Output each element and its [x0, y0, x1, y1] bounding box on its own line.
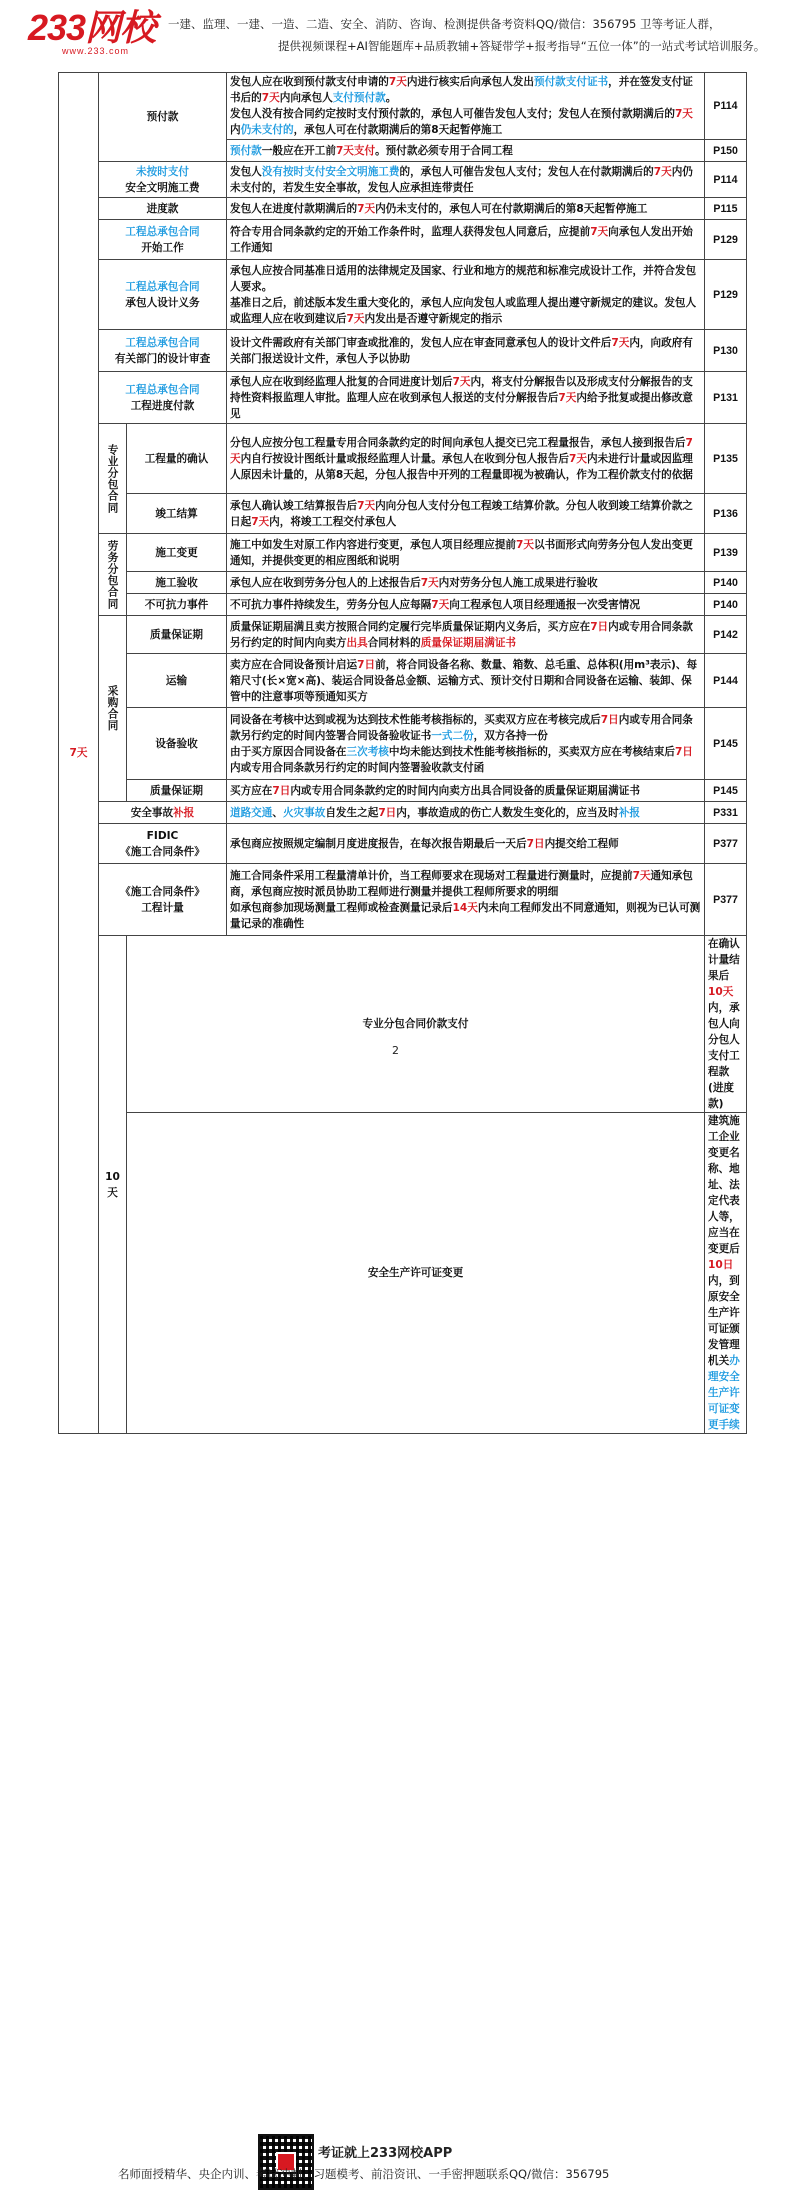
rule-pur-transport: 卖方应在合同设备预计启运7日前，将合同设备名称、数量、箱数、总毛重、总体积(用m³表示)、每箱尺寸(长×宽×高)、装运合同设备总金额、运输方式、预计交付日期和合同设备在运输、装卸、保管中的注意事项等预通知买方 [227, 654, 705, 708]
page-ref: P129 [705, 220, 747, 260]
item-labor-force: 不可抗力事件 [127, 594, 227, 616]
item-labor-accept: 施工验收 [127, 572, 227, 594]
page-ref: P131 [705, 372, 747, 424]
category-labor: 劳务分包合同 [99, 534, 127, 616]
item-subpay: 专业分包合同价款支付 [127, 936, 705, 1113]
rule-safety-fee: 发包人没有按时支付安全文明施工费的，承包人可催告发包人支付；发包人在付款期满后的7天内仍未支付的，若发生安全事故，发包人应承担连带责任 [227, 162, 705, 198]
brand-logo [28, 8, 178, 56]
page-ref: P150 [705, 140, 747, 162]
header-line-1: 一建、监理、一建、一造、二造、安全、消防、咨询、检测提供备考资料QQ/微信：356795 卫等考证人群， [168, 17, 721, 31]
logo-url: www.233.com [62, 46, 130, 56]
page-ref: P130 [705, 330, 747, 372]
rule-pur-inspect: 同设备在考核中达到或视为达到技术性能考核指标的，买卖双方应在考核完成后7日内或专用合同条款另行约定的时间内签署合同设备验收证书一式二份，双方各持一份 由于买方原因合同设备在三次考核中均未能达到技术性能考核指标的，买卖双方应在考核结束后7日内或专用合同条款另行约定的时间内签署验收款支付函 [227, 708, 705, 780]
page-ref: P136 [705, 494, 747, 534]
header-line-2: 提供视频课程+AI智能题库+品质教辅+答疑带学+报考指导“五位一体”的一站式考试培训服务。 [278, 39, 766, 53]
rule-labor-accept: 承包人应在收到劳务分包人的上述报告后7天内对劳务分包人施工成果进行验收 [227, 572, 705, 594]
page-ref: P331 [705, 802, 747, 824]
footer-app-text: 考证就上233网校APP [318, 2146, 453, 2161]
rule-sub-confirm: 分包人应按分包工程量专用合同条款约定的时间向承包人提交已完工程量报告，承包人接到报告后7天内自行按设计图纸计量或报经监理人计量。承包人在收到分包人报告后7天内未进行计量或因监理人原因未计量的，从第8天起，分包人报告中开列的工程量即视为被确认，作为工程价款支付的依据 [227, 424, 705, 494]
rule-pur-warranty-2: 买方应在7日内或专用合同条款约定的时间内向卖方出具合同设备的质量保证期届满证书 [227, 780, 705, 802]
deadline-table [58, 72, 747, 1434]
rule-measure: 施工合同条件采用工程量清单计价，当工程师要求在现场对工程量进行测量时，应提前7天通知承包商，承包商应按时派员协助工程师进行测量并提供工程师所要求的明细 如承包商参加现场测量工程师或检查测量记录后14天内未向工程师发出不同意通知，则视为已认可测量记录的准确性 [227, 864, 705, 936]
item-accident: 安全事故补报 [99, 802, 227, 824]
logo-text: 233网校 [28, 7, 156, 48]
rule-epc-review: 设计文件需政府有关部门审查或批准的，发包人应在审查同意承包人的设计文件后7天内，向政府有关部门报送设计文件，承包人予以协助 [227, 330, 705, 372]
rule-pur-warranty-1: 质量保证期届满且卖方按照合同约定履行完毕质量保证期内义务后，买方应在7日内或专用合同条款另行约定的时间内向卖方出具合同材料的质量保证期届满证书 [227, 616, 705, 654]
item-fidic: FIDIC 《施工合同条件》 [99, 824, 227, 864]
item-labor-change: 施工变更 [127, 534, 227, 572]
rule-epc-start: 符合专用合同条款约定的开始工作条件时，监理人获得发包人同意后，应提前7天向承包人发出开始工作通知 [227, 220, 705, 260]
rule-labor-force: 不可抗力事件持续发生，劳务分包人应每隔7天向工程承包人项目经理通报一次受害情况 [227, 594, 705, 616]
day-7-cell [59, 73, 99, 1434]
page-ref: P377 [705, 864, 747, 936]
rule-epc-pay: 承包人应在收到经监理人批复的合同进度计划后7天内，将支付分解报告以及形成支付分解报告的支持性资料报监理人审批。监理人应在收到承包人报送的支付分解报告后7天内给予批复或提出修改意见 [227, 372, 705, 424]
item-epc-review: 工程总承包合同 有关部门的设计审查 [99, 330, 227, 372]
page-ref: P114 [705, 73, 747, 140]
rule-accident: 道路交通、火灾事故自发生之起7日内，事故造成的伤亡人数发生变化的，应当及时补报 [227, 802, 705, 824]
day-10-label: 10天 [105, 1170, 120, 1199]
item-progress: 进度款 [99, 198, 227, 220]
page-ref: P129 [705, 260, 747, 330]
item-pur-transport: 运输 [127, 654, 227, 708]
item-epc-pay: 工程总承包合同 工程进度付款 [99, 372, 227, 424]
rule-prepay-1: 发包人应在收到预付款支付申请的7天内进行核实后向承包人发出预付款支付证书，并在签发支付证书后的7天内向承包人支付预付款。 发包人没有按合同约定按时支付预付款的，承包人可催告发包人支付；发包人在预付款期满后的7天内仍未支付的，承包人可在付款期满后的第8天起暂停施工 [227, 73, 705, 140]
page-ref: P114 [705, 162, 747, 198]
page-ref: P142 [705, 616, 747, 654]
item-pur-inspect: 设备验收 [127, 708, 227, 780]
page-ref: P115 [705, 198, 747, 220]
page-ref: P139 [705, 534, 747, 572]
rule-labor-change: 施工中如发生对原工作内容进行变更，承包人项目经理应提前7天以书面形式向劳务分包人发出变更通知，并提供变更的相应图纸和说明 [227, 534, 705, 572]
category-purchase: 采购合同 [99, 616, 127, 802]
page-ref: P140 [705, 572, 747, 594]
footer-contact-text: 名师面授精华、央企内训、考试冲刺、习题模考、前沿资讯、一手密押题联系QQ/微信：356795 [118, 2167, 610, 2181]
item-measure: 《施工合同条件》 工程计量 [99, 864, 227, 936]
rule-license: 建筑施工企业变更名称、地址、法定代表人等，应当在变更后10日内，到原安全生产许可证颁发管理机关办理安全生产许可证变更手续 [705, 1113, 747, 1434]
item-sub-settle: 竣工结算 [127, 494, 227, 534]
rule-subpay: 在确认计量结果后10天内，承包人向分包人支付工程款(进度款) [705, 936, 747, 1113]
item-pur-warranty-1: 质量保证期 [127, 616, 227, 654]
rule-sub-settle: 承包人确认竣工结算报告后7天内向分包人支付分包工程竣工结算价款。分包人收到竣工结算价款之日起7天内，将竣工工程交付承包人 [227, 494, 705, 534]
page-ref: P140 [705, 594, 747, 616]
item-pur-warranty-2: 质量保证期 [127, 780, 227, 802]
page-ref: P377 [705, 824, 747, 864]
page-ref: P145 [705, 780, 747, 802]
page-ref: P145 [705, 708, 747, 780]
item-license: 安全生产许可证变更 [127, 1113, 705, 1434]
item-epc-start: 工程总承包合同 开始工作 [99, 220, 227, 260]
item-epc-design: 工程总承包合同 承包人设计义务 [99, 260, 227, 330]
rule-epc-design: 承包人应按合同基准日适用的法律规定及国家、行业和地方的规范和标准完成设计工作，并符合发包人要求。 基准日之后，前述版本发生重大变化的，承包人应向发包人或监理人提出遵守新规定的建议。发包人或监理人应在收到建议后7天内发出是否遵守新规定的指示 [227, 260, 705, 330]
item-safety-fee: 未按时支付 安全文明施工费 [99, 162, 227, 198]
rule-progress: 发包人在进度付款期满后的7天内仍未支付的，承包人可在付款期满后的第8天起暂停施工 [227, 198, 705, 220]
category-subcontract: 专业分包合同 [99, 424, 127, 534]
item-prepay: 预付款 [99, 73, 227, 162]
rule-prepay-2: 预付款一般应在开工前7天支付。预付款必须专用于合同工程 [227, 140, 705, 162]
item-sub-confirm: 工程量的确认 [127, 424, 227, 494]
day-10-cell [99, 936, 127, 1434]
page-ref: P144 [705, 654, 747, 708]
page-header [0, 0, 800, 70]
page-ref: P135 [705, 424, 747, 494]
day-7-label: 7天 [69, 747, 88, 759]
page-number: 2 [392, 1044, 399, 1057]
rule-fidic: 承包商应按照规定编制月度进度报告，在每次报告期最后一天后7日内提交给工程师 [227, 824, 705, 864]
